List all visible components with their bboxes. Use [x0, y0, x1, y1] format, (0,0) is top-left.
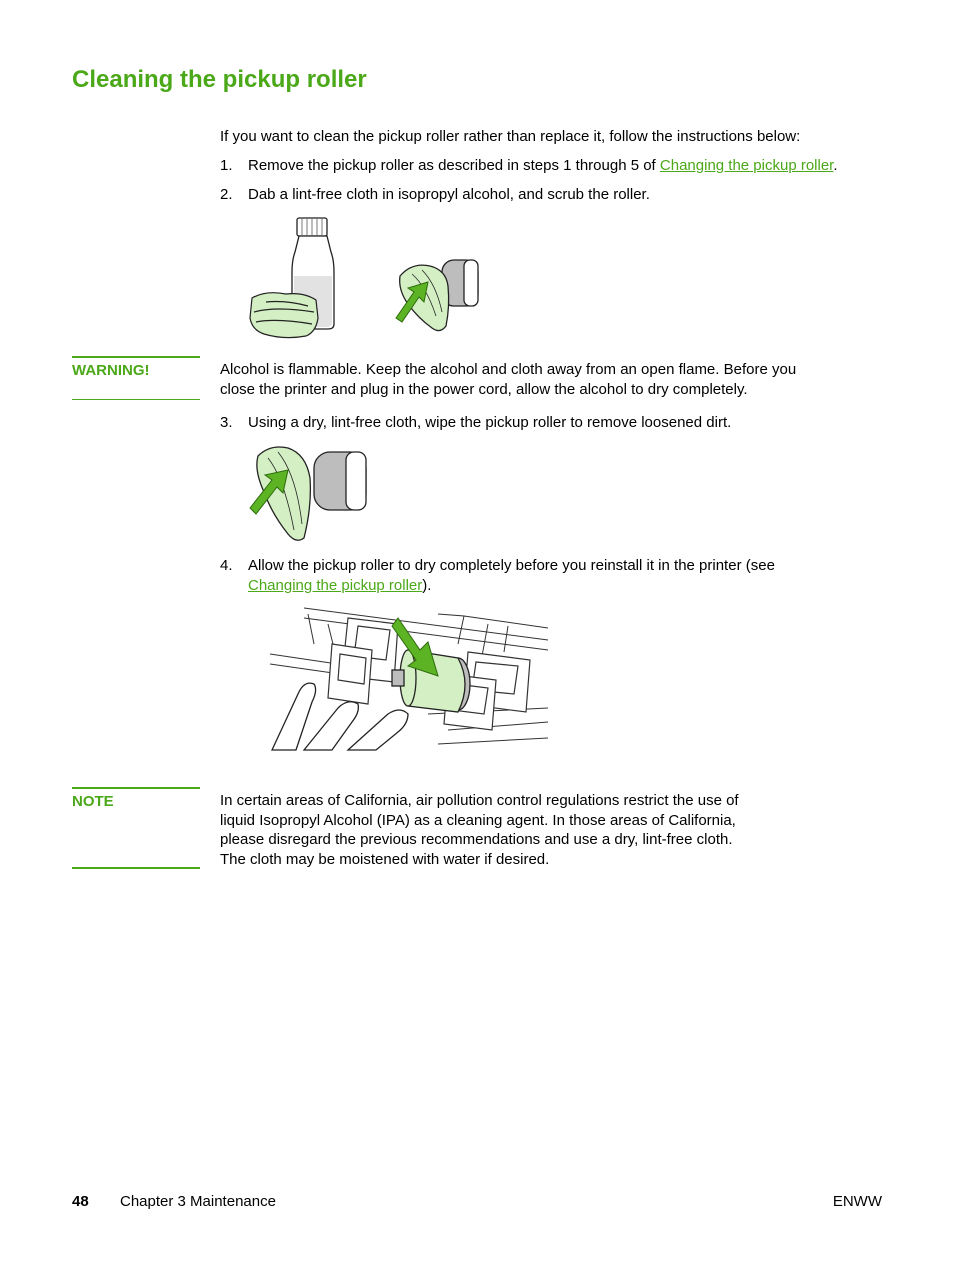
- intro-text: If you want to clean the pickup roller rather than replace it, follow the instructions below:: [220, 128, 801, 145]
- warning-line: close the printer and plug in the power cord, allow the alcohol to dry completely.: [220, 380, 748, 398]
- step-text: Remove the pickup roller as described in steps 1 through 5 of: [248, 157, 660, 174]
- step-number: 1.: [220, 157, 233, 174]
- warning-text: [220, 360, 900, 399]
- step-text-end: .: [833, 157, 838, 174]
- note-label: NOTE: [72, 793, 114, 810]
- step-text: Allow the pickup roller to dry completely before you reinstall it in the printer (see: [248, 557, 775, 574]
- step-number: 3.: [220, 414, 233, 431]
- note-rule-bottom: [72, 867, 200, 869]
- note-line: please disregard the previous recommendations and use a dry, lint-free cloth.: [220, 831, 733, 848]
- warning-line: Alcohol is flammable. Keep the alcohol and cloth away from an open flame. Before you: [220, 361, 797, 378]
- note-line: liquid Isopropyl Alcohol (IPA) as a cleaning agent. In those areas of California,: [220, 811, 736, 829]
- changing-pickup-roller-link[interactable]: Changing the pickup roller: [659, 157, 834, 174]
- warning-rule-top: [72, 356, 200, 358]
- note-rule-top: [72, 787, 200, 789]
- step-2: [220, 185, 900, 205]
- warning-label: WARNING!: [72, 362, 150, 379]
- step-text: Dab a lint-free cloth in isopropyl alcohol, and scrub the roller.: [248, 186, 650, 203]
- step-4: [220, 556, 900, 595]
- alcohol-bottle-cloth-illustration: [246, 214, 341, 340]
- wipe-roller-illustration: [248, 444, 370, 544]
- step-text: Using a dry, lint-free cloth, wipe the pickup roller to remove loosened dirt.: [248, 414, 732, 431]
- step-text-end: ).: [422, 576, 432, 594]
- scrub-roller-illustration: [392, 256, 482, 336]
- step-3: [220, 413, 900, 433]
- note-line: In certain areas of California, air pollution control regulations restrict the use of: [220, 792, 739, 809]
- footer-right-label: ENWW: [832, 1193, 882, 1210]
- page-title: Cleaning the pickup roller: [72, 66, 367, 93]
- note-line: The cloth may be moistened with water if desired.: [220, 850, 550, 868]
- step-number: 4.: [220, 557, 233, 574]
- chapter-label: Chapter 3 Maintenance: [120, 1193, 276, 1210]
- step-1: [220, 156, 900, 176]
- step-number: 2.: [220, 186, 233, 203]
- changing-pickup-roller-link[interactable]: Changing the pickup roller: [248, 576, 423, 594]
- warning-rule-bottom: [72, 399, 200, 400]
- page-number: 48: [72, 1193, 89, 1210]
- note-text: [220, 791, 900, 869]
- reinstall-roller-illustration: [268, 604, 552, 754]
